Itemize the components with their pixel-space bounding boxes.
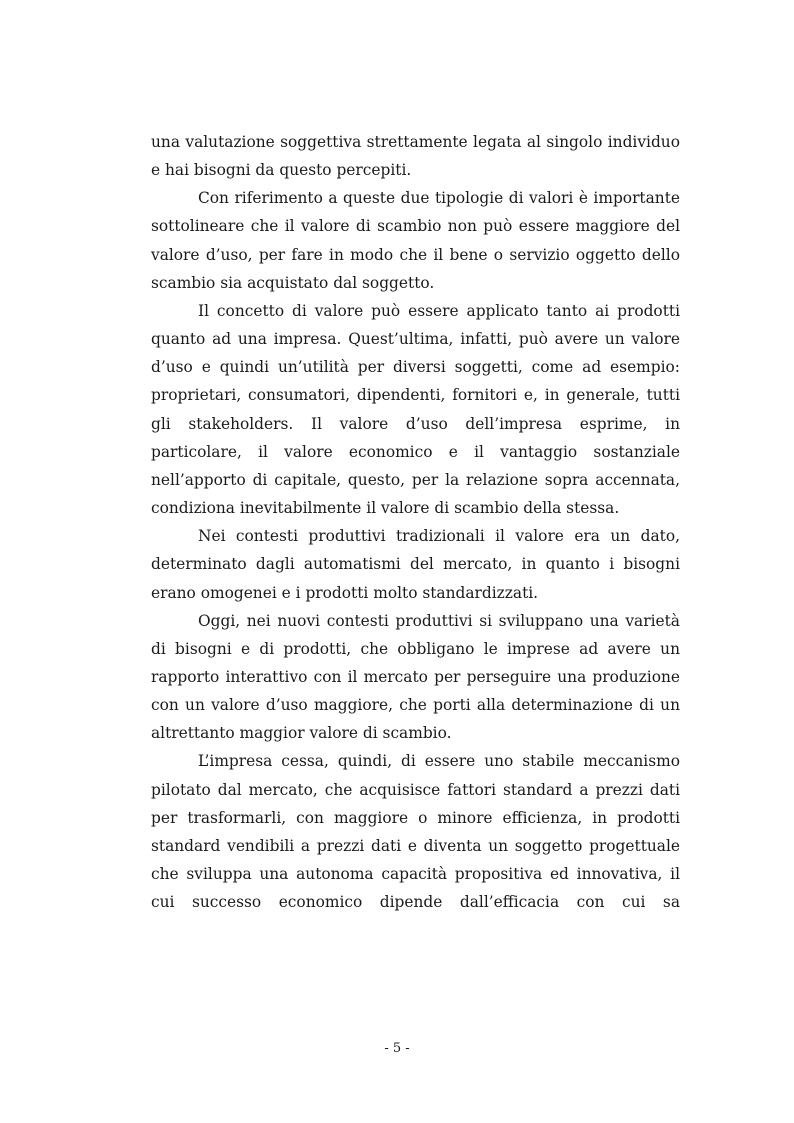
paragraph-1: una valutazione soggettiva strettamente legata al singolo individuo e hai bisogni da questo percepiti. xyxy=(151,133,680,180)
page-number: - 5 - xyxy=(384,1041,410,1056)
paragraph-4: Nei contesti produttivi tradizionali il valore era un dato, determinato dagli automatismi del mercato, in quanto i bisogni erano omogenei e i prodotti molto standardizzati. xyxy=(151,527,680,602)
paragraph-3: Il concetto di valore può essere applicato tanto ai prodotti quanto ad una impresa. Quest’ultima, infatti, può avere un valore d’uso e quindi un’utilità per diversi soggetti, come ad esempio: proprietari, consumatori, dipendenti, fornitori e, in generale, tutti gli stakeholders. Il valore d’uso dell’impresa esprime, in particolare, il valore economico e il vantaggio sostanziale nell’apporto di capitale, questo, per la relazione sopra accennata, condiziona inevitabilmente il valore di scambio della stessa. xyxy=(151,301,680,518)
body-text xyxy=(151,128,680,916)
paragraph-2: Con riferimento a queste due tipologie di valori è importante sottolineare che il valore di scambio non può essere maggiore del valore d’uso, per fare in modo che il bene o servizio oggetto dello scambio sia acquistato dal soggetto. xyxy=(151,189,680,292)
paragraph-5: Oggi, nei nuovi contesti produttivi si sviluppano una varietà di bisogni e di prodotti, che obbligano le imprese ad avere un rapporto interattivo con il mercato per perseguire una produzione con un valore d’uso maggiore, che porti alla determinazione di un altrettanto maggior valore di scambio. xyxy=(151,611,680,743)
paragraph-6: L’impresa cessa, quindi, di essere uno stabile meccanismo pilotato dal mercato, che acquisisce fattori standard a prezzi dati per trasformarli, con maggiore o minore efficienza, in prodotti standard vendibili a prezzi dati e diventa un soggetto progettuale che sviluppa una autonoma capacità propositiva ed innovativa, il cui successo economico dipende dall’efficacia con cui sa xyxy=(151,752,680,912)
